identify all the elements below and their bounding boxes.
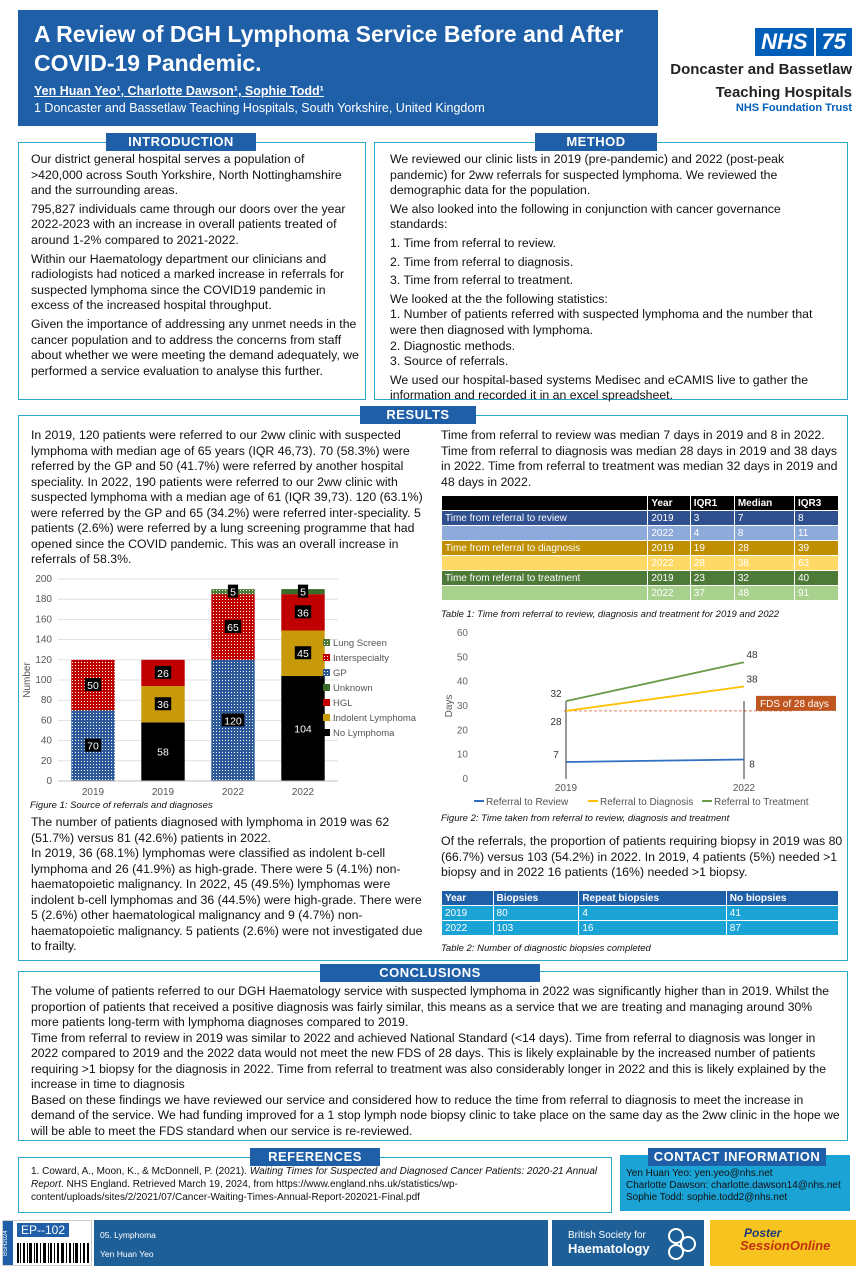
figure2-caption: Figure 2: Time taken from referral to review, diagnosis and treatment: [441, 813, 730, 824]
table1-cell: 38: [734, 556, 794, 571]
x-tick-label: 2019: [151, 787, 175, 798]
y-axis-label: Number: [22, 662, 33, 698]
table1-row: [442, 571, 839, 586]
bsh-text-line2: Haematology: [568, 1241, 650, 1256]
data-label: 26: [157, 667, 169, 680]
table1-cell: Time from referral to review: [442, 511, 648, 526]
x-tick-label: 2022: [732, 783, 756, 794]
table1-cell: 63: [794, 556, 838, 571]
table1-cell: [442, 526, 648, 541]
method-line: 3. Source of referrals.: [390, 354, 509, 369]
legend-swatch: [323, 639, 330, 646]
results-paragraph-biopsy: Of the referrals, the proportion of patients requiring biopsy in 2019 was 80 (66.7%) versus 103 (54.2%) in 2022. In 2019, 4 patients (5%) needed >1 biopsy and in 2022 16 patients (16%) needed >1 biopsy.: [441, 834, 843, 879]
table1-cell: 28: [734, 541, 794, 556]
table1-cell: 2019: [648, 541, 690, 556]
table2-cell: 16: [579, 921, 726, 936]
method-line: 3. Time from referral to treatment.: [390, 273, 574, 288]
table1-row: [442, 556, 839, 571]
legend-label: Referral to Review: [486, 797, 569, 808]
table2-header-cell: No biopsies: [726, 891, 838, 906]
fds-label: FDS of 28 days: [760, 698, 829, 710]
data-label: 8: [749, 759, 755, 771]
category-bar: [94, 1220, 548, 1266]
poster-header: [18, 10, 658, 126]
table1-cell: [442, 556, 648, 571]
table1-cell: 28: [690, 556, 734, 571]
nhs-logo: [670, 28, 852, 114]
nhs-75-mark: 75: [816, 28, 852, 56]
legend-swatch: [323, 714, 330, 721]
nhs-wordmark: NHS: [755, 28, 813, 56]
x-tick-label: 2019: [81, 787, 105, 798]
references-label: REFERENCES: [250, 1148, 380, 1166]
table1-cell: 37: [690, 586, 734, 601]
intro-paragraph: 795,827 individuals came through our doors over the year 2022-2023 with an increase in overall patients treated of around 1-2% compared to 2021-2022.: [31, 201, 346, 247]
data-label: 38: [746, 674, 758, 686]
referral-source-chart: [18, 572, 428, 804]
y-tick-label: 160: [35, 614, 52, 626]
biopsy-table: [441, 890, 839, 936]
table1-cell: [442, 586, 648, 601]
y-tick-label: 140: [35, 634, 52, 646]
affiliation: 1 Doncaster and Bassetlaw Teaching Hospitals, South Yorkshire, United Kingdom: [34, 101, 485, 115]
table1-header-cell: [442, 496, 648, 511]
x-tick-label: 2022: [291, 787, 315, 798]
conclusions-body: The volume of patients referred to our DGH Haematology service with suspected lymphoma in 2022 was significantly higher than in 2019. Whilst the proportion of patients that received a positive diagnosis was fairly similar, this means as a service that we are treating and managing around 30% more patients long-term with lymphoma diagnoses compared to 2019. Time from referral to review in 2019 was similar to 2022 and achieved National Standard (<14 days). Time from referral to diagnosis was longer in 2022 compared to 2019 and the 2022 data would not meet the new FDS of 28 days. This is likely explainable by the increased number of patients requiring >1 biopsy for the diagnosis in 2022. Time from referral to treatment was also considerably longer in 2022 and this is likely explained by the increase in time to diagnosis Based on these findings we have reviewed our service and considered how to reduce the time from referral to diagnosis to meet the increase in demand of the service. We had funding improved for a 1 stop lymph node biopsy clinic to take place on the same day as the 2ww clinic in the hope we will be able to meet the FDS standard when our service is re-reviewed.: [31, 984, 840, 1138]
table1-cell: 2019: [648, 511, 690, 526]
table1-cell: 91: [794, 586, 838, 601]
legend-label: Lung Screen: [333, 638, 387, 649]
data-label: 50: [87, 680, 99, 693]
data-label: 70: [87, 740, 99, 753]
table1-cell: 2022: [648, 586, 690, 601]
y-tick-label: 0: [462, 774, 468, 785]
y-tick-label: 50: [456, 652, 468, 664]
legend-label: GP: [333, 668, 347, 679]
y-tick-label: 40: [456, 676, 468, 688]
table1-cell: 4: [690, 526, 734, 541]
table2-cell: 80: [493, 906, 579, 921]
legend-swatch: [323, 729, 330, 736]
data-label: 32: [550, 689, 562, 701]
results-paragraph-timings: Time from referral to review was median 7 days in 2019 and 8 in 2022. Time from referral to diagnosis was median 28 days in 2019 and 38 days in 2022. Time from referral to treatment was median 32 days in 2019 and 48 days in 2022.: [441, 428, 838, 489]
reference-authors: 1. Coward, A., Moon, K., & McDonnell, P. (2021).: [31, 1166, 250, 1177]
y-tick-label: 20: [456, 725, 468, 737]
table1-row: [442, 511, 839, 526]
method-body: [390, 152, 840, 407]
data-label: 36: [297, 607, 309, 620]
table1-cell: 7: [734, 511, 794, 526]
table1-cell: 40: [794, 571, 838, 586]
table1-cell: 8: [794, 511, 838, 526]
table1-caption: Table 1: Time from referral to review, diagnosis and treatment for 2019 and 2022: [441, 609, 780, 620]
legend-label: Interspecialty: [333, 653, 389, 664]
introduction-label: INTRODUCTION: [106, 133, 256, 151]
data-label: 48: [746, 650, 758, 662]
table1-cell: Time from referral to treatment: [442, 571, 648, 586]
reference-title: Waiting Times for Suspected and Diagnosed Cancer Patients: 2020-21 Annual Report: [31, 1166, 598, 1190]
table1-cell: 2022: [648, 556, 690, 571]
legend-label: HGL: [333, 698, 353, 709]
table2-header-cell: Year: [442, 891, 494, 906]
data-label: 36: [157, 699, 169, 712]
series-line: [566, 687, 744, 711]
data-label: 58: [157, 746, 169, 759]
reference-source: . NHS England. Retrieved March 19, 2024, from https://www.england.nhs.uk/statistics/wp-content/uploads/sites/2/2021/07/Cancer-Waiting-Times-Annual-Report-202021-Final.pdf: [31, 1179, 458, 1203]
results-paragraph-diagnoses: The number of patients diagnosed with lymphoma in 2019 was 62 (51.7%) versus 81 (42.6%) patients in 2022. In 2019, 36 (68.1%) lymphomas were classified as indolent b-cell lymphoma and 26 (41.9%) as high-grade. There were 5 (4.1%) non-haematopoietic malignancy. In 2022, 45 (49.5%) lymphomas were indolent b-cell lymphomas and 36 (44.5%) were high-grade. There were 5 (2.6%) other haematological malignancy and 9 (4.7%) non-haematopoietic malignancy. 5 patients (2.6%) were not investigated due to frailty.: [31, 815, 423, 953]
table2-header-cell: Biopsies: [493, 891, 579, 906]
table2-cell: 2022: [442, 921, 494, 936]
table2-header-cell: Repeat biopsies: [579, 891, 726, 906]
author-list: Yen Huan Yeo¹, Charlotte Dawson¹, Sophie Todd¹: [34, 84, 324, 98]
poster-session-online-logo: [710, 1220, 856, 1266]
bsh-circles-icon: [664, 1226, 700, 1262]
method-label: METHOD: [535, 133, 657, 151]
barcode-icon: [17, 1243, 91, 1263]
timing-line-chart: [440, 624, 840, 810]
table1-row: [442, 586, 839, 601]
data-label: 7: [553, 749, 559, 761]
table1-cell: 39: [794, 541, 838, 556]
data-label: 28: [550, 716, 562, 728]
table1-cell: 48: [734, 586, 794, 601]
table1-cell: 32: [734, 571, 794, 586]
table1-cell: 8: [734, 526, 794, 541]
intro-paragraph: Given the importance of addressing any unmet needs in the cancer population and to address the concerns from staff about whether we were meeting the demand adequately, we performed a service evaluation to analyse this further.: [31, 316, 359, 378]
data-label: 120: [224, 715, 242, 728]
y-tick-label: 60: [456, 628, 468, 639]
results-paragraph-referrals: In 2019, 120 patients were referred to our 2ww clinic with suspected lymphoma with median age of 65 years (IQR 46,73). 70 (58.3%) were referred by the GP and 50 (41.7%) were referred by another hospital speciality. In 2022, 190 patients were referred to our 2ww clinic with suspected lymphoma with a median age of 61 (IQR 39,73). 120 (63.1%) were referred by the GP and 65 (34.2%) were referred inter-speciality. 5 patients (2.6%) were referred by a lung screening programme that had opened since the COVID pandemic. This was an overall increase in referrals of 58.3%.: [31, 428, 423, 566]
table1-cell: Time from referral to diagnosis: [442, 541, 648, 556]
x-tick-label: 2019: [554, 783, 578, 794]
results-label: RESULTS: [360, 406, 476, 424]
table2-row: [442, 921, 839, 936]
legend-label: No Lymphoma: [333, 728, 395, 739]
data-label: 65: [227, 621, 239, 634]
reference-entry: [31, 1165, 603, 1204]
table2-cell: 103: [493, 921, 579, 936]
legend-label: Indolent Lymphoma: [333, 713, 417, 724]
table1-cell: 2019: [648, 571, 690, 586]
legend-label: Referral to Diagnosis: [600, 797, 694, 808]
intro-paragraph: Our district general hospital serves a population of >420,000 across South Yorkshire, North Nottinghamshire and the surrounding areas.: [31, 152, 342, 198]
barcode-side-text: BSH2024: [3, 1221, 13, 1265]
method-line: We also looked into the following in conjunction with cancer governance standards:: [390, 201, 781, 232]
y-tick-label: 20: [40, 755, 52, 767]
y-tick-label: 200: [35, 574, 52, 585]
poster-id-badge: [2, 1220, 92, 1266]
poster-title: A Review of DGH Lymphoma Service Before and After COVID-19 Pandemic.: [34, 21, 624, 76]
bsh-logo: [552, 1220, 704, 1266]
method-line: We used our hospital-based systems Medisec and eCAMIS live to gather the information and recorded it in an excel spreadsheet.: [390, 372, 809, 403]
legend-swatch: [323, 654, 330, 661]
method-line: 1. Time from referral to review.: [390, 235, 557, 250]
y-tick-label: 100: [35, 675, 52, 686]
legend-swatch: [323, 699, 330, 706]
introduction-body: [31, 152, 359, 382]
presenter-name: Yen Huan Yeo: [100, 1249, 154, 1259]
data-label: 5: [300, 586, 306, 599]
legend-label: Referral to Treatment: [714, 797, 809, 808]
y-tick-label: 80: [40, 695, 52, 707]
table1-header-cell: Year: [648, 496, 690, 511]
series-line: [566, 662, 744, 701]
table2-row: [442, 906, 839, 921]
table1-cell: 3: [690, 511, 734, 526]
contact-line: Charlotte Dawson: charlotte.dawson14@nhs.net: [626, 1180, 841, 1191]
table1-row: [442, 526, 839, 541]
method-line: We looked at the the following statistics:: [390, 291, 608, 306]
pso-text-line2: SessionOnline: [740, 1238, 831, 1253]
contact-label: CONTACT INFORMATION: [648, 1148, 826, 1166]
x-tick-label: 2022: [221, 787, 245, 798]
y-tick-label: 60: [40, 715, 52, 727]
y-axis-label: Days: [444, 694, 455, 718]
table1-header-cell: Median: [734, 496, 794, 511]
y-tick-label: 40: [40, 735, 52, 747]
legend-label: Unknown: [333, 683, 373, 694]
y-tick-label: 10: [456, 749, 468, 761]
data-label: 45: [297, 648, 309, 661]
table2-caption: Table 2: Number of diagnostic biopsies completed: [441, 943, 651, 954]
org-name-line2: Teaching Hospitals: [715, 84, 852, 101]
category-label: 05. Lymphoma: [100, 1230, 156, 1240]
method-line: 2. Diagnostic methods.: [390, 338, 516, 353]
table2-header-row: [442, 891, 839, 906]
poster-code: EP--102: [17, 1223, 69, 1237]
conclusions-label: CONCLUSIONS: [320, 964, 540, 982]
legend-swatch: [323, 669, 330, 676]
y-tick-label: 30: [456, 701, 468, 712]
method-line: We reviewed our clinic lists in 2019 (pre-pandemic) and 2022 (post-peak pandemic) for 2ww referrals for suspected lymphoma. We reviewed the demographic data for the population.: [390, 152, 785, 198]
y-tick-label: 120: [35, 654, 52, 666]
data-label: 5: [230, 586, 236, 599]
method-line: 1. Number of patients referred with suspected lymphoma and the number that were then diagnosed with lymphoma.: [390, 307, 813, 337]
method-line: 2. Time from referral to diagnosis.: [390, 254, 574, 269]
table1-cell: 23: [690, 571, 734, 586]
series-line: [566, 760, 744, 762]
table1-row: [442, 541, 839, 556]
timing-table: [441, 495, 839, 601]
table1-header-cell: IQR3: [794, 496, 838, 511]
table1-cell: 19: [690, 541, 734, 556]
table1-cell: 2022: [648, 526, 690, 541]
intro-paragraph: Within our Haematology department our clinicians and radiologists had noticed a marked increase in referrals for suspected lymphoma since the COVID19 pandemic in excess of the increased hospital throughput.: [31, 251, 345, 313]
y-tick-label: 180: [35, 594, 52, 606]
table2-cell: 87: [726, 921, 838, 936]
table2-cell: 2019: [442, 906, 494, 921]
y-tick-label: 0: [46, 776, 52, 787]
pso-text-line1: Poster: [744, 1226, 782, 1240]
bsh-text-line1: British Society for: [568, 1230, 646, 1241]
table2-cell: 4: [579, 906, 726, 921]
contact-line: Yen Huan Yeo: yen.yeo@nhs.net: [626, 1168, 773, 1179]
table2-cell: 41: [726, 906, 838, 921]
figure1-caption: Figure 1: Source of referrals and diagnoses: [30, 800, 213, 811]
legend-swatch: [323, 684, 330, 691]
org-name-line1: Doncaster and Bassetlaw: [670, 61, 852, 78]
contact-details: [626, 1168, 848, 1204]
contact-line: Sophie Todd: sophie.todd2@nhs.net: [626, 1192, 788, 1203]
table1-cell: 11: [794, 526, 838, 541]
org-name-line3: NHS Foundation Trust: [735, 102, 852, 114]
table1-header-cell: IQR1: [690, 496, 734, 511]
data-label: 104: [294, 723, 312, 736]
table1-header-row: [442, 496, 839, 511]
